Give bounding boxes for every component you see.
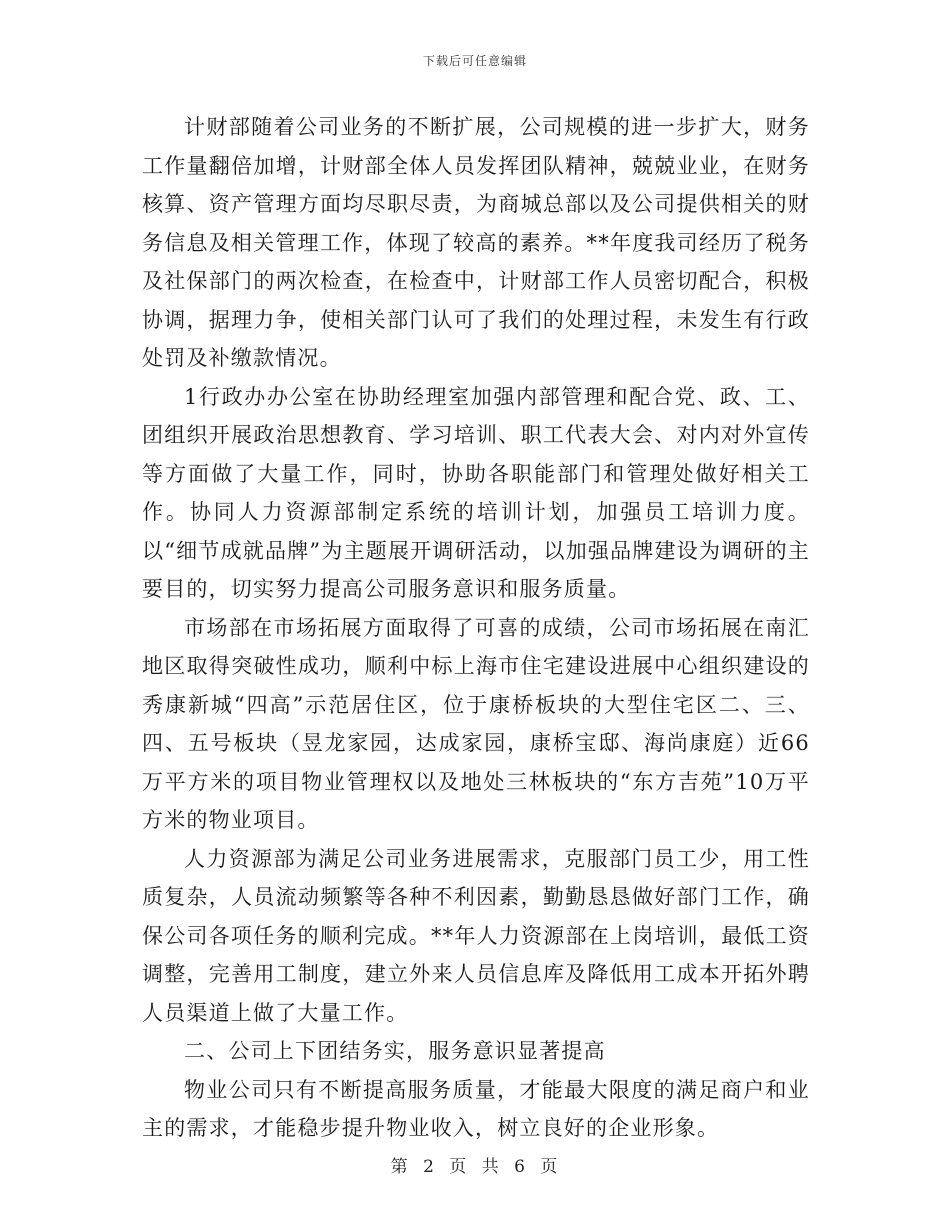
page-header-note: 下载后可任意编辑: [422, 54, 527, 68]
page-number: 第 2 页 共 6 页: [390, 1157, 560, 1177]
paragraph-finance-dept: 计财部随着公司业务的不断扩展，公司规模的进一步扩大，财务工作量翻倍加增，计财部全体人员发挥团队精神，兢兢业业，在财务核算、资产管理方面均尽职尽责，为商城总部以及公司提供相关的财务信息及相关管理工作，体现了较高的素养。**年度我司经历了税务及社保部门的两次检查，在检查中，计财部工作人员密切配合，积极协调，据理力争，使相关部门认可了我们的处理过程，未发生有行政处罚及补缴款情况。: [142, 115, 810, 370]
section-heading: 二、公司上下团结务实，服务意识显著提高: [184, 1039, 606, 1063]
paragraph-admin-office: 1行政办办公室在协助经理室加强内部管理和配合党、政、工、团组织开展政治思想教育、学习培训、职工代表大会、对内对外宣传等方面做了大量工作，同时，协助各职能部门和管理处做好相关工作。协同人力资源部制定系统的培训计划，加强员工培训力度。以“细节成就品牌”为主题展开调研活动，以加强品牌建设为调研的主要目的，切实努力提高公司服务意识和服务质量。: [142, 384, 810, 601]
paragraph-hr-dept: 人力资源部为满足公司业务进展需求，克服部门员工少，用工性质复杂，人员流动频繁等各种不利因素，勤勤恳恳做好部门工作，确保公司各项任务的顺利完成。**年人力资源部在上岗培训，最低工资调整，完善用工制度，建立外来人员信息库及降低用工成本开拓外聘人员渠道上做了大量工作。: [142, 846, 810, 1025]
paragraph-service-quality: 物业公司只有不断提高服务质量，才能最大限度的满足商户和业主的需求，才能稳步提升物业收入，树立良好的企业形象。: [142, 1077, 810, 1140]
paragraph-market-dept: 市场部在市场拓展方面取得了可喜的成绩，公司市场拓展在南汇地区取得突破性成功，顺利中标上海市住宅建设进展中心组织建设的秀康新城“四高”示范居住区，位于康桥板块的大型住宅区二、三、四、五号板块（昱龙家园，达成家园，康桥宝邸、海尚康庭）近66万平方米的项目物业管理权以及地处三林板块的“东方吉苑”10万平方米的物业项目。: [142, 615, 810, 832]
document-body: [142, 108, 810, 1148]
